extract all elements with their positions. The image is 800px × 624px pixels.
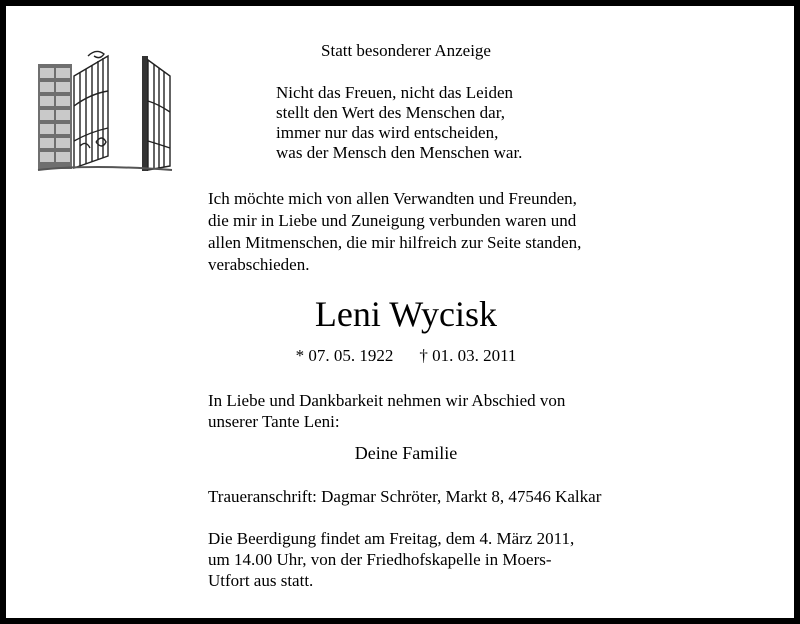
life-dates [6,346,800,366]
mourning-address: Traueranschrift: Dagmar Schröter, Markt 8, 47546 Kalkar [208,487,602,506]
thanks-paragraph [208,390,565,432]
farewell-paragraph [208,188,581,276]
farewell-line: die mir in Liebe und Zuneigung verbunden waren und [208,211,577,230]
gate-icon [30,46,175,176]
funeral-line: Utfort aus statt. [208,571,314,590]
farewell-line: Ich möchte mich von allen Verwandten und Freunden, [208,189,577,208]
poem [276,83,522,163]
funeral-line: um 14.00 Uhr, von der Friedhofskapelle in Moers- [208,550,552,569]
poem-line: stellt den Wert des Menschen dar, [276,103,505,122]
thanks-line: In Liebe und Dankbarkeit nehmen wir Abschied von [208,391,566,410]
notice-header: Statt besonderer Anzeige [321,41,491,60]
poem-line: immer nur das wird entscheiden, [276,123,499,142]
funeral-info [208,528,574,591]
poem-line: Nicht das Freuen, nicht das Leiden [276,83,513,102]
family-signature: Deine Familie [354,443,458,463]
poem-line: was der Mensch den Menschen war. [276,143,523,162]
deceased-name: Leni Wycisk [314,294,498,334]
farewell-line: allen Mitmenschen, die mir hilfreich zur Seite standen, [208,233,582,252]
funeral-line: Die Beerdigung findet am Freitag, dem 4. März 2011, [208,529,575,548]
death-date: † 01. 03. 2011 [419,346,517,365]
thanks-line: unserer Tante Leni: [208,412,340,431]
birth-date: * 07. 05. 1922 [295,346,394,365]
farewell-line: verabschieden. [208,255,310,274]
